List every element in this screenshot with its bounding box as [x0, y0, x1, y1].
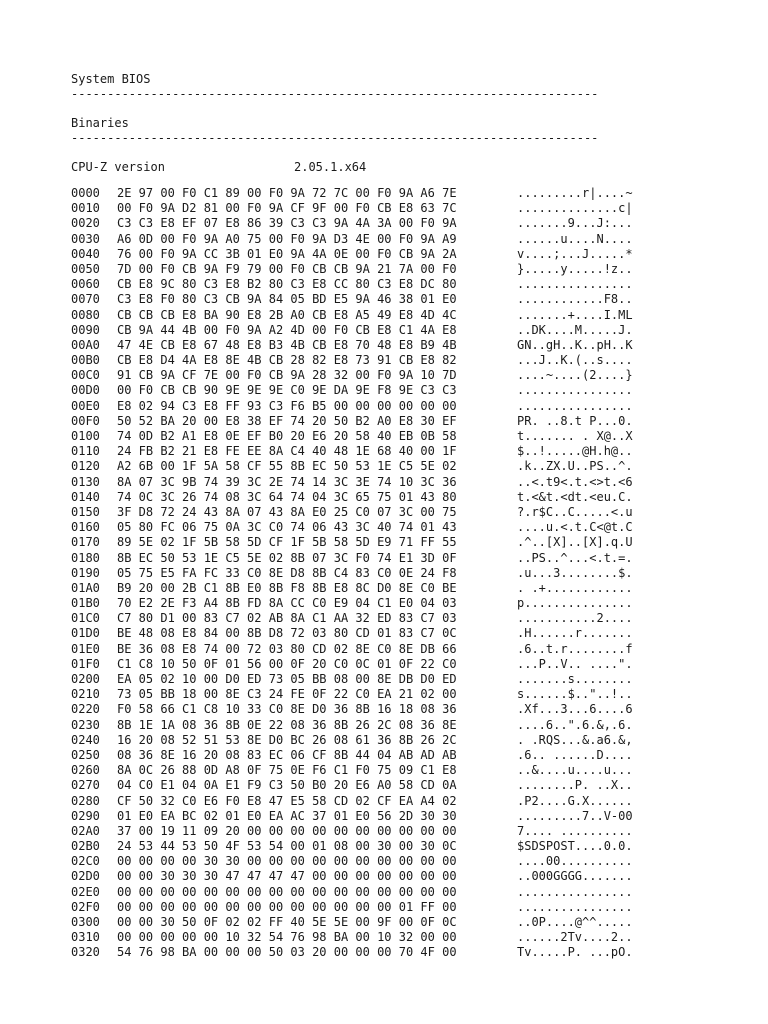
hex-row	[71, 308, 731, 323]
hex-ascii: .6.. ......D....	[517, 747, 633, 762]
hex-ascii: .u...3........$.	[517, 565, 633, 580]
hex-bytes: 91 CB 9A CF 7E 00 F0 CB 9A 28 32 00 F0 9A 10 7D	[117, 368, 457, 383]
report-page	[71, 72, 731, 961]
hex-row	[71, 551, 731, 566]
section-title-system-bios: System BIOS	[71, 72, 151, 86]
hex-bytes: 00 00 00 00 00 00 00 00 00 00 00 00 00 01 FF 00	[117, 899, 457, 914]
hex-ascii: v....;...J.....*	[517, 246, 633, 261]
hex-ascii: . .RQS...&.a6.&,	[517, 732, 633, 747]
hex-row	[71, 353, 731, 368]
hex-row	[71, 368, 731, 383]
hex-row	[71, 292, 731, 307]
hex-bytes: 7D 00 F0 CB 9A F9 79 00 F0 CB CB 9A 21 7A 00 F0	[117, 261, 457, 276]
hex-offset: 0250	[71, 747, 100, 762]
hex-bytes: 47 4E CB E8 67 48 E8 B3 4B CB E8 70 48 E8 B9 4B	[117, 337, 457, 352]
hex-row	[71, 414, 731, 429]
hex-ascii: ......u....N....	[517, 231, 633, 246]
hex-offset: 0240	[71, 732, 100, 747]
hex-ascii: ................	[517, 383, 633, 398]
hex-bytes: 04 C0 E1 04 0A E1 F9 C3 50 B0 20 E6 A0 58 CD 0A	[117, 778, 457, 793]
hex-offset: 01B0	[71, 596, 100, 611]
hex-ascii: t....... . X@..X	[517, 429, 633, 443]
hex-bytes: 08 36 8E 16 20 08 83 EC 06 CF 8B 44 04 AB AD AB	[117, 747, 457, 762]
hex-row	[71, 839, 731, 854]
hex-bytes: 05 80 FC 06 75 0A 3C C0 74 06 43 3C 40 74 01 43	[117, 520, 457, 535]
hex-ascii: ................	[517, 884, 633, 899]
hex-row	[71, 247, 731, 262]
hex-offset: 0010	[71, 201, 100, 216]
hex-bytes: 00 F0 9A D2 81 00 F0 9A CF 9F 00 F0 CB E8 63 7C	[117, 201, 457, 216]
hex-offset: 0040	[71, 246, 100, 261]
hex-row	[71, 201, 731, 216]
hex-bytes: B9 20 00 2B C1 8B E0 8B F8 8B E8 8C D0 8E C0 BE	[117, 580, 457, 595]
hex-ascii: 7.... ..........	[517, 823, 633, 838]
hex-row	[71, 854, 731, 869]
hex-ascii: .Xf...3...6....6	[517, 702, 633, 717]
hex-row	[71, 794, 731, 809]
hex-bytes: CB E8 9C 80 C3 E8 B2 80 C3 E8 CC 80 C3 E8 DC 80	[117, 277, 457, 292]
hex-ascii: ...P..V.. ....".	[517, 656, 633, 671]
hex-bytes: 00 F0 CB CB 90 9E 9E 9E C0 9E DA 9E F8 9E C3 C3	[117, 383, 457, 398]
hex-row	[71, 520, 731, 535]
hex-row	[71, 383, 731, 398]
hex-bytes: 74 0C 3C 26 74 08 3C 64 74 04 3C 65 75 01 43 80	[117, 489, 457, 504]
hex-bytes: 50 52 BA 20 00 E8 38 EF 74 20 50 B2 A0 E8 30 EF	[117, 413, 457, 428]
hex-row	[71, 718, 731, 733]
hex-bytes: 05 75 E5 FA FC 33 C0 8E D8 8B C4 83 C0 0E 24 F8	[117, 565, 457, 580]
hex-dump	[71, 186, 731, 961]
hex-row	[71, 490, 731, 505]
hex-offset: 0070	[71, 292, 100, 307]
hex-bytes: 70 E2 2E F3 A4 8B FD 8A CC C0 E9 04 C1 E0 04 03	[117, 596, 457, 611]
hex-bytes: F0 58 66 C1 C8 10 33 C0 8E D0 36 8B 16 18 08 36	[117, 702, 457, 717]
hex-offset: 02C0	[71, 854, 100, 869]
hex-row	[71, 642, 731, 657]
hex-row	[71, 930, 731, 945]
hex-ascii: ..000GGGG.......	[517, 869, 633, 884]
hex-ascii: GN..gH..K..pH..K	[517, 337, 633, 352]
hex-ascii: ................	[517, 398, 633, 413]
hex-offset: 00A0	[71, 337, 100, 352]
hex-bytes: 00 00 00 00 00 00 00 00 00 00 00 00 00 00 00 00	[117, 884, 457, 899]
subsection-rule: -------------------------------------------------------------------------	[71, 131, 599, 145]
cpuz-version-row	[71, 160, 731, 175]
hex-ascii: ........P. ..X..	[517, 778, 633, 793]
hex-offset: 0080	[71, 307, 100, 322]
hex-ascii: ............F8..	[517, 292, 633, 307]
hex-bytes: C3 C3 E8 EF 07 E8 86 39 C3 C3 9A 4A 3A 00 F0 9A	[117, 216, 457, 231]
spacer	[71, 102, 731, 116]
hex-row	[71, 869, 731, 884]
hex-offset: 02A0	[71, 823, 100, 838]
hex-ascii: ..............c|	[517, 201, 633, 216]
hex-ascii: ..PS..^...<.t.=.	[517, 550, 633, 565]
hex-bytes: 00 00 00 00 30 30 00 00 00 00 00 00 00 00 00 00	[117, 854, 457, 869]
hex-row	[71, 581, 731, 596]
hex-ascii: PR. ..8.t P...0.	[517, 413, 633, 428]
hex-offset: 02D0	[71, 869, 100, 884]
hex-offset: 0160	[71, 520, 100, 535]
hex-ascii: $..!.....@H.h@..	[517, 444, 633, 459]
hex-offset: 0190	[71, 565, 100, 580]
hex-ascii: .k..ZX.U..PS..^.	[517, 459, 633, 474]
hex-ascii: ................	[517, 899, 633, 914]
hex-bytes: 24 53 44 53 50 4F 53 54 00 01 08 00 30 00 30 0C	[117, 839, 457, 854]
hex-bytes: 3F D8 72 24 43 8A 07 43 8A E0 25 C0 07 3C 00 75	[117, 504, 457, 519]
hex-offset: 0100	[71, 429, 100, 443]
hex-ascii: ....~....(2....}	[517, 368, 633, 383]
hex-row	[71, 338, 731, 353]
hex-ascii: ................	[517, 277, 633, 292]
hex-row	[71, 459, 731, 474]
hex-bytes: A6 0D 00 F0 9A A0 75 00 F0 9A D3 4E 00 F0 9A A9	[117, 231, 457, 246]
hex-bytes: 54 76 98 BA 00 00 00 50 03 20 00 00 00 70 4F 00	[117, 945, 457, 960]
hex-offset: 0130	[71, 474, 100, 489]
hex-ascii: p...............	[517, 596, 633, 611]
hex-offset: 00B0	[71, 353, 100, 368]
hex-row	[71, 809, 731, 824]
hex-bytes: 2E 97 00 F0 C1 89 00 F0 9A 72 7C 00 F0 9A A6 7E	[117, 186, 457, 200]
hex-offset: 0290	[71, 808, 100, 823]
hex-row	[71, 687, 731, 702]
hex-offset: 0170	[71, 535, 100, 550]
hex-offset: 0150	[71, 504, 100, 519]
hex-ascii: $SDSPOST....0.0.	[517, 839, 633, 854]
hex-bytes: 16 20 08 52 51 53 8E D0 BC 26 08 61 36 8B 26 2C	[117, 732, 457, 747]
hex-offset: 0280	[71, 793, 100, 808]
hex-bytes: 74 0D B2 A1 E8 0E EF B0 20 E6 20 58 40 EB 0B 58	[117, 429, 457, 443]
hex-offset: 0320	[71, 945, 100, 960]
hex-bytes: 24 FB B2 21 E8 FE EE 8A C4 40 48 1E 68 40 00 1F	[117, 444, 457, 459]
hex-offset: 00D0	[71, 383, 100, 398]
hex-row	[71, 444, 731, 459]
hex-offset: 0210	[71, 687, 100, 702]
hex-offset: 0260	[71, 763, 100, 778]
hex-offset: 0000	[71, 186, 100, 200]
hex-offset: 0060	[71, 277, 100, 292]
hex-row	[71, 702, 731, 717]
hex-ascii: ..<.t9<.t.<>t.<6	[517, 474, 633, 489]
hex-bytes: 00 00 00 00 00 10 32 54 76 98 BA 00 10 32 00 00	[117, 930, 457, 945]
hex-ascii: . .+............	[517, 580, 633, 595]
hex-row	[71, 399, 731, 414]
hex-row	[71, 277, 731, 292]
hex-ascii: .......+....I.ML	[517, 307, 633, 322]
hex-ascii: .P2....G.X......	[517, 793, 633, 808]
hex-offset: 00E0	[71, 398, 100, 413]
hex-row	[71, 505, 731, 520]
hex-row	[71, 900, 731, 915]
hex-ascii: }.....y.....!z..	[517, 261, 633, 276]
hex-bytes: CB 9A 44 4B 00 F0 9A A2 4D 00 F0 CB E8 C1 4A E8	[117, 322, 457, 337]
hex-bytes: CB E8 D4 4A E8 8E 4B CB 28 82 E8 73 91 CB E8 82	[117, 353, 457, 368]
hex-row	[71, 672, 731, 687]
hex-bytes: BE 36 08 E8 74 00 72 03 80 CD 02 8E C0 8E DB 66	[117, 641, 457, 656]
hex-row	[71, 657, 731, 672]
hex-offset: 0090	[71, 322, 100, 337]
hex-bytes: A2 6B 00 1F 5A 58 CF 55 8B EC 50 53 1E C5 5E 02	[117, 459, 457, 474]
hex-offset: 0200	[71, 672, 100, 686]
cpuz-version-value: 2.05.1.x64	[294, 160, 367, 174]
hex-ascii: .......9...J:...	[517, 216, 633, 231]
hex-row	[71, 596, 731, 611]
hex-bytes: 37 00 19 11 09 20 00 00 00 00 00 00 00 00 00 00	[117, 823, 457, 838]
hex-row	[71, 475, 731, 490]
hex-row	[71, 778, 731, 793]
hex-bytes: C1 C8 10 50 0F 01 56 00 0F 20 C0 0C 01 0F 22 C0	[117, 656, 457, 671]
hex-offset: 0270	[71, 778, 100, 793]
hex-ascii: ...J..K.(..s....	[517, 353, 633, 368]
hex-ascii: ..DK....M.....J.	[517, 322, 633, 337]
hex-bytes: 8B 1E 1A 08 36 8B 0E 22 08 36 8B 26 2C 08 36 8E	[117, 717, 457, 732]
hex-bytes: 73 05 BB 18 00 8E C3 24 FE 0F 22 C0 EA 21 02 00	[117, 687, 457, 702]
hex-row	[71, 945, 731, 960]
hex-bytes: 01 E0 EA BC 02 01 E0 EA AC 37 01 E0 56 2D 30 30	[117, 808, 457, 823]
hex-row	[71, 186, 731, 201]
hex-offset: 01F0	[71, 656, 100, 671]
hex-bytes: E8 02 94 C3 E8 FF 93 C3 F6 B5 00 00 00 00 00 00	[117, 398, 457, 413]
hex-offset: 01E0	[71, 641, 100, 656]
hex-offset: 0180	[71, 550, 100, 565]
hex-offset: 00F0	[71, 413, 100, 428]
hex-row	[71, 763, 731, 778]
subsection-title-binaries: Binaries	[71, 116, 129, 130]
hex-bytes: 8A 0C 26 88 0D A8 0F 75 0E F6 C1 F0 75 09 C1 E8	[117, 763, 457, 778]
hex-row	[71, 429, 731, 444]
hex-offset: 0220	[71, 702, 100, 717]
hex-ascii: ....00..........	[517, 854, 633, 869]
hex-row	[71, 824, 731, 839]
hex-ascii: ..0P....@^^.....	[517, 915, 633, 929]
hex-offset: 0140	[71, 489, 100, 504]
hex-row	[71, 232, 731, 247]
spacer	[71, 146, 731, 160]
hex-bytes: 00 00 30 50 0F 02 02 FF 40 5E 5E 00 9F 00 0F 0C	[117, 915, 457, 929]
hex-row	[71, 626, 731, 641]
hex-bytes: 76 00 F0 9A CC 3B 01 E0 9A 4A 0E 00 F0 CB 9A 2A	[117, 246, 457, 261]
hex-row	[71, 262, 731, 277]
hex-offset: 02B0	[71, 839, 100, 854]
hex-offset: 0230	[71, 717, 100, 732]
hex-ascii: t.<&t.<dt.<eu.C.	[517, 489, 633, 504]
hex-offset: 0310	[71, 930, 100, 945]
hex-row	[71, 535, 731, 550]
hex-ascii: .........7..V-00	[517, 808, 633, 823]
cpuz-version-label: CPU-Z version	[71, 160, 165, 174]
hex-ascii: ...........2....	[517, 611, 633, 626]
hex-ascii: .........r|....~	[517, 186, 633, 200]
hex-bytes: BE 48 08 E8 84 00 8B D8 72 03 80 CD 01 83 C7 0C	[117, 626, 457, 641]
hex-row	[71, 216, 731, 231]
hex-offset: 02E0	[71, 884, 100, 899]
hex-offset: 01D0	[71, 626, 100, 641]
hex-offset: 0300	[71, 915, 100, 929]
hex-offset: 0050	[71, 261, 100, 276]
hex-offset: 0020	[71, 216, 100, 231]
hex-row	[71, 323, 731, 338]
hex-bytes: 8A 07 3C 9B 74 39 3C 2E 74 14 3C 3E 74 10 3C 36	[117, 474, 457, 489]
hex-offset: 0120	[71, 459, 100, 474]
hex-bytes: 8B EC 50 53 1E C5 5E 02 8B 07 3C F0 74 E1 3D 0F	[117, 550, 457, 565]
hex-row	[71, 611, 731, 626]
hex-row	[71, 915, 731, 930]
hex-ascii: .......s........	[517, 672, 633, 686]
hex-bytes: 00 00 30 30 30 47 47 47 47 00 00 00 00 00 00 00	[117, 869, 457, 884]
hex-ascii: .^..[X]..[X].q.U	[517, 535, 633, 550]
hex-offset: 01C0	[71, 611, 100, 626]
hex-offset: 01A0	[71, 580, 100, 595]
hex-row	[71, 733, 731, 748]
hex-offset: 0110	[71, 444, 100, 459]
hex-ascii: Tv.....P. ...pO.	[517, 945, 633, 960]
hex-ascii: ?.r$C..C.....<.u	[517, 504, 633, 519]
hex-bytes: CB CB CB E8 BA 90 E8 2B A0 CB E8 A5 49 E8 4D 4C	[117, 307, 457, 322]
hex-ascii: ......2Tv....2..	[517, 930, 633, 945]
hex-ascii: ....6..".6.&,.6.	[517, 717, 633, 732]
hex-offset: 00C0	[71, 368, 100, 383]
hex-bytes: EA 05 02 10 00 D0 ED 73 05 BB 08 00 8E DB D0 ED	[117, 672, 457, 686]
section-rule: -------------------------------------------------------------------------	[71, 87, 599, 101]
hex-ascii: .6..t.r........f	[517, 641, 633, 656]
hex-row	[71, 566, 731, 581]
hex-row	[71, 748, 731, 763]
hex-offset: 0030	[71, 231, 100, 246]
hex-ascii: .H......r.......	[517, 626, 633, 641]
hex-bytes: C3 E8 F0 80 C3 CB 9A 84 05 BD E5 9A 46 38 01 E0	[117, 292, 457, 307]
hex-bytes: 89 5E 02 1F 5B 58 5D CF 1F 5B 58 5D E9 71 FF 55	[117, 535, 457, 550]
hex-row	[71, 885, 731, 900]
hex-bytes: C7 80 D1 00 83 C7 02 AB 8A C1 AA 32 ED 83 C7 03	[117, 611, 457, 626]
hex-ascii: ....u.<.t.C<@t.C	[517, 520, 633, 535]
hex-ascii: s......$.."..!..	[517, 687, 633, 702]
hex-bytes: CF 50 32 C0 E6 F0 E8 47 E5 58 CD 02 CF EA A4 02	[117, 793, 457, 808]
hex-ascii: ..&....u....u...	[517, 763, 633, 778]
hex-offset: 02F0	[71, 899, 100, 914]
